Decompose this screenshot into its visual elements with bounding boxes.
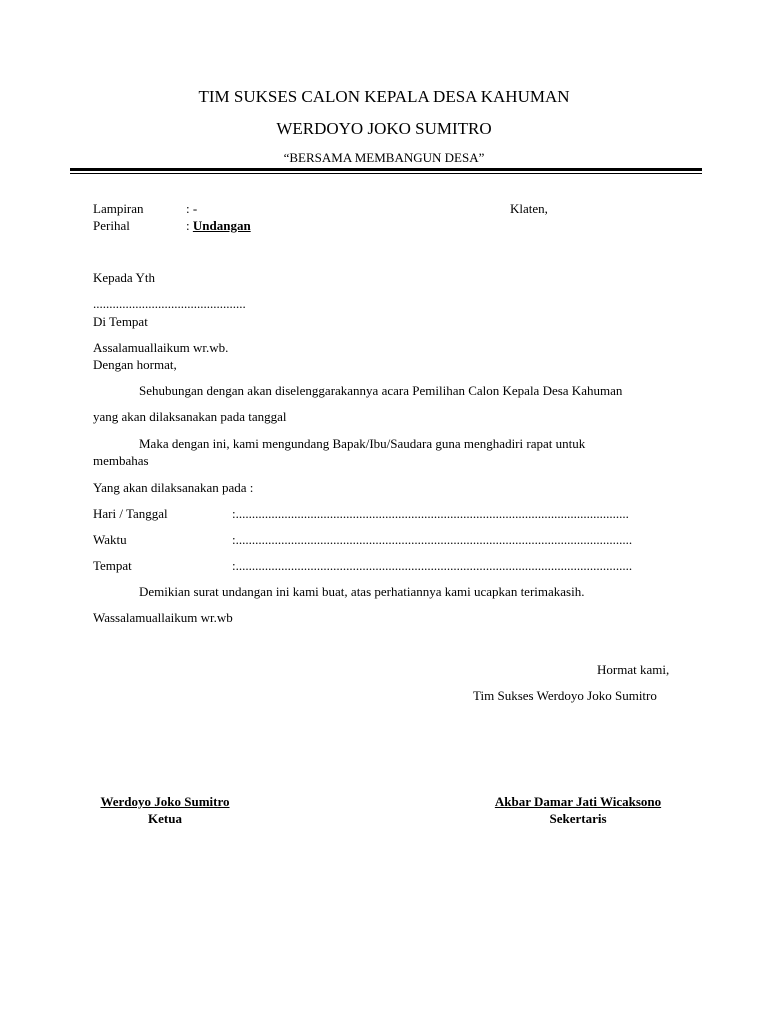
recipient-location: Di Tempat [93,314,148,329]
recipient-salutation: Kepada Yth [93,270,155,285]
recipient-blank: ............................................... [93,296,246,311]
field-hari-tanggal-label: Hari / Tanggal [93,506,168,521]
signatory-left-name: Werdoyo Joko Sumitro [100,794,230,809]
signatory-right-name: Akbar Damar Jati Wicaksono [494,794,662,809]
salutation: Dengan hormat, [93,357,177,372]
field-tempat-value: :.......................................................................................................................... [232,558,633,573]
lampiran-value: : - [186,201,198,216]
place-date: Klaten, [510,201,548,216]
regards: Hormat kami, [597,662,670,677]
perihal-colon: : [186,218,193,233]
paragraph-1-line-2: yang akan dilaksanakan pada tanggal [93,409,287,424]
perihal-line [186,218,251,234]
letterhead-candidate-name: WERDOYO JOKO SUMITRO [276,119,492,138]
perihal-value: Undangan [192,218,251,233]
sender-team: Tim Sukses Werdoyo Joko Sumitro [473,688,657,703]
lampiran-label: Lampiran [93,201,144,216]
paragraph-2-line-1: Maka dengan ini, kami mengundang Bapak/Ibu/Saudara guna menghadiri rapat untuk [139,436,586,451]
field-tempat-label: Tempat [93,558,132,573]
letterhead-motto: “BERSAMA MEMBANGUN DESA” [283,150,485,165]
letterhead-divider-thin [70,173,702,174]
perihal-label: Perihal [93,218,130,233]
field-waktu-label: Waktu [93,532,127,547]
field-hari-tanggal-value: :......................................................................................................................... [232,506,629,521]
closing-sentence: Demikian surat undangan ini kami buat, atas perhatiannya kami ucapkan terimakasih. [139,584,585,599]
letterhead-title: TIM SUKSES CALON KEPALA DESA KAHUMAN [198,87,570,106]
letterhead-divider-thick [70,168,702,171]
greeting: Assalamuallaikum wr.wb. [93,340,229,355]
schedule-intro: Yang akan dilaksanakan pada : [93,480,254,495]
field-waktu-value: :.......................................................................................................................... [232,532,633,547]
farewell: Wassalamuallaikum wr.wb [93,610,233,625]
paragraph-2-line-2: membahas [93,453,149,468]
signatory-left-title: Ketua [148,811,182,826]
paragraph-1-line-1: Sehubungan dengan akan diselenggarakannya acara Pemilihan Calon Kepala Desa Kahuman [139,383,623,398]
signatory-right-title: Sekertaris [549,811,607,826]
